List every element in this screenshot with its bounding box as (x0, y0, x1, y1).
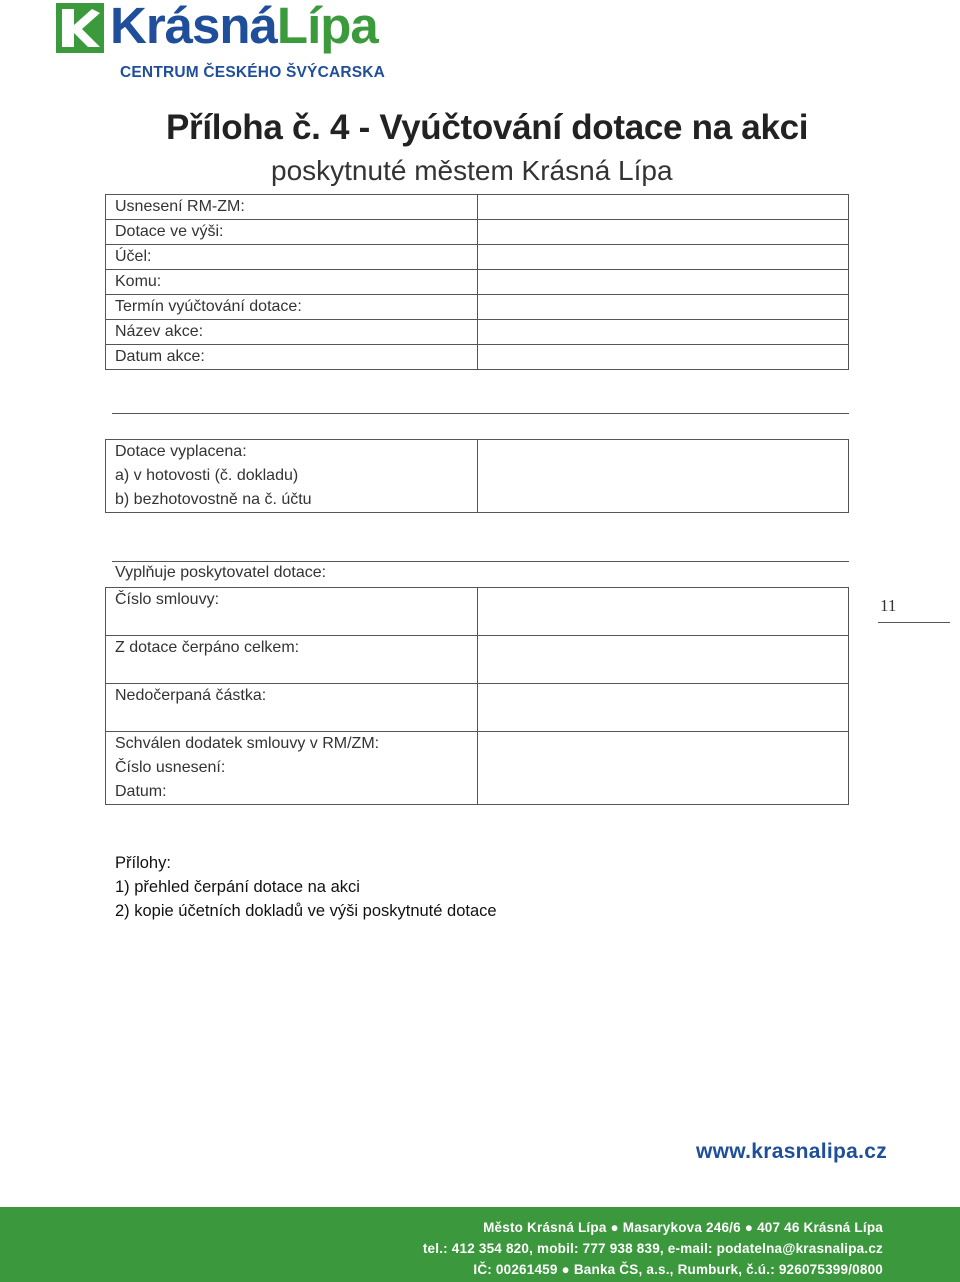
provider-header: Vyplňuje poskytovatel dotace: (115, 564, 327, 581)
table-row (106, 220, 849, 245)
footer-contact: tel.: 412 354 820, mobil: 777 938 839, e-mail: podatelna@krasnalipa.cz (422, 1241, 883, 1256)
payment-line: b) bezhotovostně na č. účtu (115, 491, 312, 508)
value-field-event-name[interactable] (477, 320, 848, 345)
value-field-total-drawn[interactable] (477, 636, 848, 684)
amendment-label-cell (106, 732, 478, 805)
logo-subtitle: CENTRUM ČESKÉHO ŠVÝCARSKA (120, 64, 386, 81)
page-number-rule (878, 622, 950, 623)
value-field-amendment[interactable] (477, 732, 848, 805)
value-field-amount[interactable] (477, 220, 848, 245)
attachment-item: 2) kopie účetních dokladů ve výši poskytnuté dotace (115, 902, 497, 920)
value-field-resolution[interactable] (477, 195, 848, 220)
attachments-heading: Přílohy: (115, 854, 171, 872)
value-field-event-date[interactable] (477, 345, 848, 370)
table-row (106, 684, 849, 732)
page-number: 11 (880, 596, 897, 615)
row-label: Datum akce: (106, 345, 478, 370)
provider-table (105, 587, 849, 805)
value-field-undrawn-amount[interactable] (477, 684, 848, 732)
amendment-line: Schválen dodatek smlouvy v RM/ZM: (115, 735, 380, 752)
value-field-deadline[interactable] (477, 295, 848, 320)
payment-line: Dotace vyplacena: (115, 443, 247, 460)
payment-label-cell (106, 440, 478, 513)
value-field-purpose[interactable] (477, 245, 848, 270)
amendment-line: Datum: (115, 783, 167, 800)
logo-mark-icon (56, 3, 104, 53)
value-field-payment[interactable] (477, 440, 848, 513)
row-label: Účel: (106, 245, 478, 270)
footer-address: Město Krásná Lípa ● Masarykova 246/6 ● 407 46 Krásná Lípa (483, 1220, 883, 1235)
row-label: Usnesení RM-ZM: (106, 195, 478, 220)
logo-word-part1: Krásná (110, 0, 277, 54)
grant-info-table (105, 194, 849, 370)
page-subtitle: poskytnuté městem Krásná Lípa (271, 155, 673, 186)
row-label: Komu: (106, 270, 478, 295)
row-label: Z dotace čerpáno celkem: (106, 636, 478, 684)
value-field-recipient[interactable] (477, 270, 848, 295)
website-link[interactable]: www.krasnalipa.cz (696, 1140, 888, 1163)
table-row (106, 245, 849, 270)
row-label: Název akce: (106, 320, 478, 345)
row-label: Číslo smlouvy: (106, 588, 478, 636)
page-title: Příloha č. 4 - Vyúčtování dotace na akci (166, 108, 809, 147)
table-row (106, 732, 849, 805)
table-row (106, 320, 849, 345)
divider-line (112, 561, 849, 562)
table-row (106, 440, 849, 513)
table-row (106, 636, 849, 684)
payment-line: a) v hotovosti (č. dokladu) (115, 467, 299, 484)
logo-wordmark (110, 0, 378, 58)
row-label: Dotace ve výši: (106, 220, 478, 245)
table-row (106, 588, 849, 636)
row-label: Nedočerpaná částka: (106, 684, 478, 732)
attachment-item: 1) přehled čerpání dotace na akci (115, 878, 360, 896)
table-row (106, 295, 849, 320)
row-label: Termín vyúčtování dotace: (106, 295, 478, 320)
table-row (106, 270, 849, 295)
footer-bar (0, 1207, 960, 1282)
table-row (106, 345, 849, 370)
table-row (106, 195, 849, 220)
value-field-contract-number[interactable] (477, 588, 848, 636)
footer-bank: IČ: 00261459 ● Banka ČS, a.s., Rumburk, č.ú.: 926075399/0800 (473, 1262, 883, 1277)
payment-table (105, 439, 849, 513)
divider-line (112, 413, 849, 414)
logo-word-part2: Lípa (276, 0, 378, 54)
amendment-line: Číslo usnesení: (115, 759, 226, 776)
